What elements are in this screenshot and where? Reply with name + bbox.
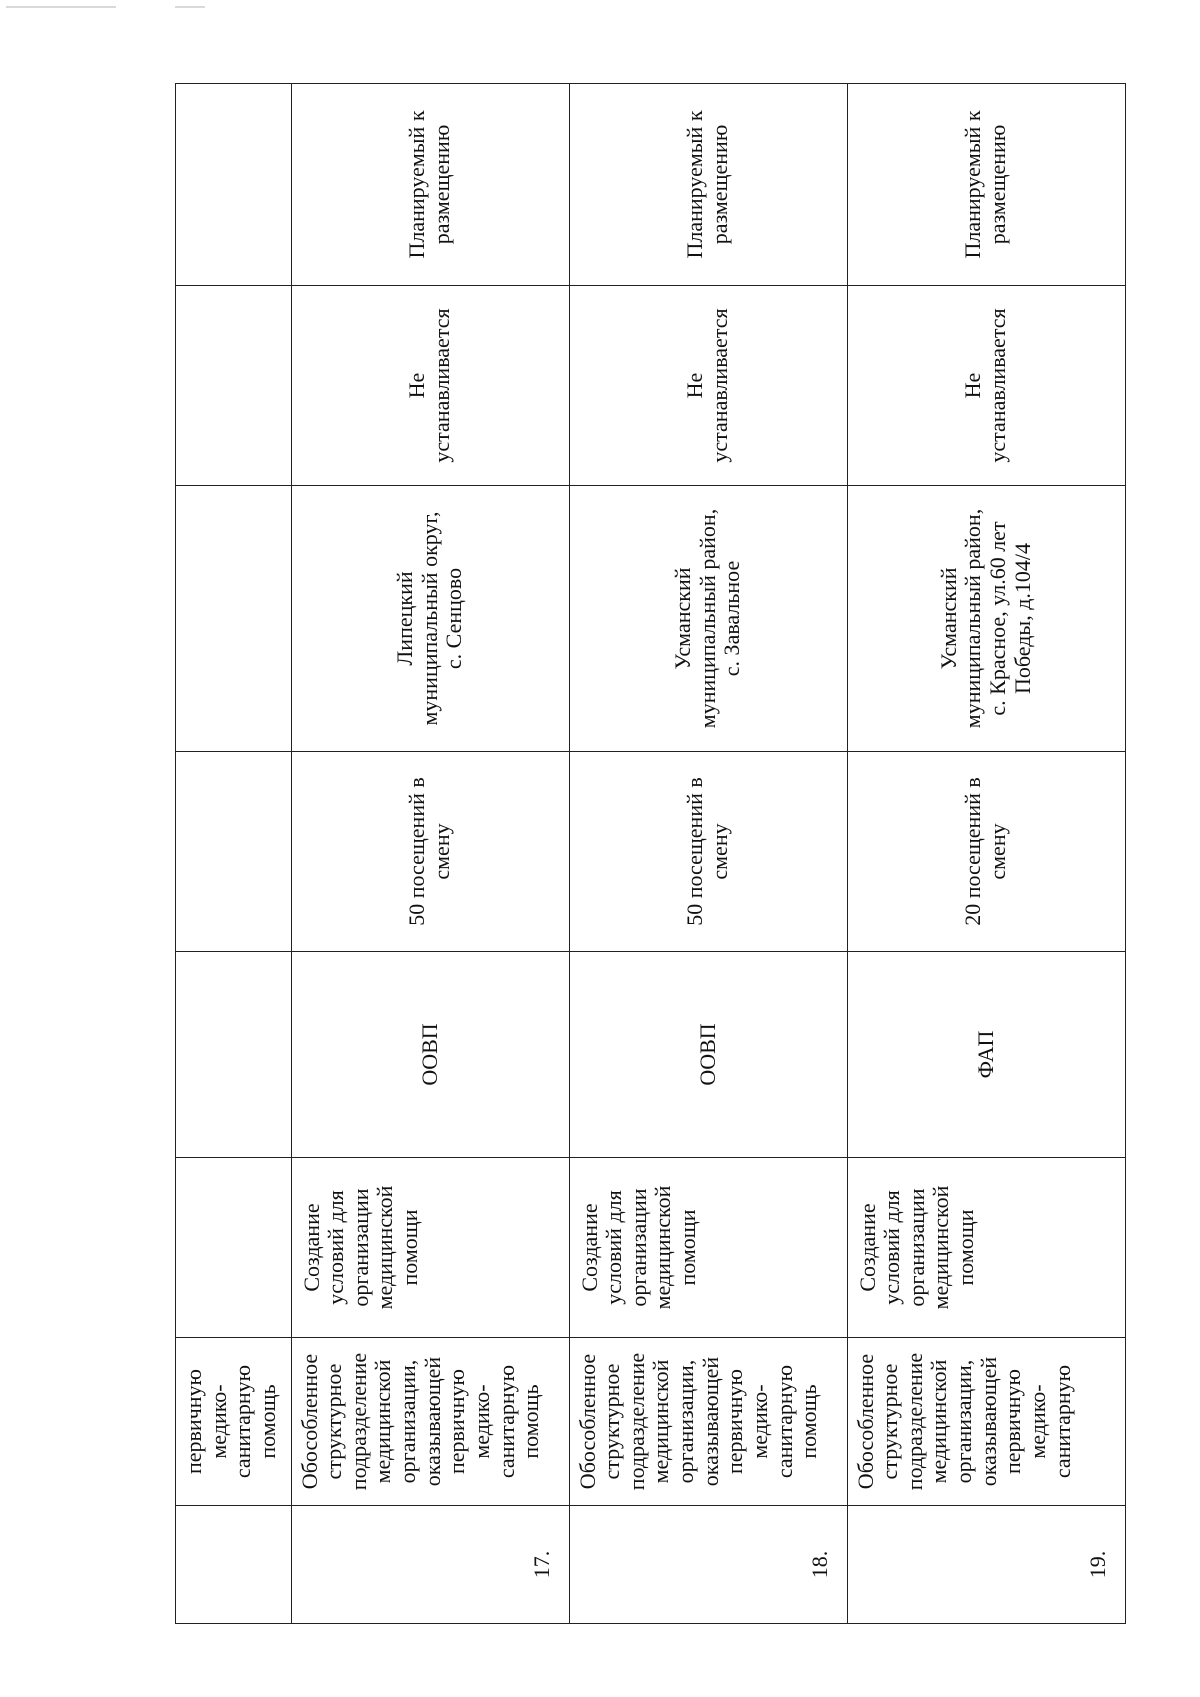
- cell-location: Усманский муниципальный район, с. Завальное: [569, 486, 847, 752]
- row-number: 19.: [847, 1506, 1125, 1624]
- cell-purpose: Создание условий для организации медицинской помощи: [847, 1158, 1125, 1338]
- cell-location: Усманский муниципальный район, с. Красное, ул.60 лет Победы, д.104/4: [847, 486, 1125, 752]
- cell-name: первичную медико- санитарную помощь: [176, 1338, 292, 1506]
- cell-number: [176, 1506, 292, 1624]
- cell-zone: Не устанавливается: [291, 286, 569, 486]
- table-row: [569, 84, 847, 1624]
- cell-name: Обособленное структурное подразделение медицинской организации, оказывающей первичную медико- санитарную: [847, 1338, 1125, 1506]
- cell-type: ООВП: [569, 952, 847, 1158]
- scan-artifact: [6, 6, 116, 8]
- cell-capacity: 20 посещений в смену: [847, 752, 1125, 952]
- cell-purpose: Создание условий для организации медицинской помощи: [569, 1158, 847, 1338]
- row-number: 18.: [569, 1506, 847, 1624]
- cell-name: Обособленное структурное подразделение медицинской организации, оказывающей первичную медико- санитарную помощь: [291, 1338, 569, 1506]
- cell-zone: Не устанавливается: [569, 286, 847, 486]
- table-row: [847, 84, 1125, 1624]
- cell-purpose: Создание условий для организации медицинской помощи: [291, 1158, 569, 1338]
- cell-type: ООВП: [291, 952, 569, 1158]
- scan-artifact: [175, 6, 205, 8]
- cell-status: Планируемый к размещению: [569, 84, 847, 286]
- cell-status: Планируемый к размещению: [847, 84, 1125, 286]
- cell-capacity: 50 посещений в смену: [291, 752, 569, 952]
- cell-status: [176, 84, 292, 286]
- cell-zone: [176, 286, 292, 486]
- facilities-table: [175, 83, 1126, 1624]
- continuation-row: [176, 84, 292, 1624]
- table-row: [291, 84, 569, 1624]
- cell-type: [176, 952, 292, 1158]
- cell-name: Обособленное структурное подразделение медицинской организации, оказывающей первичную медико- санитарную помощь: [569, 1338, 847, 1506]
- cell-capacity: [176, 752, 292, 952]
- cell-location: Липецкий муниципальный округ, с. Сенцово: [291, 486, 569, 752]
- cell-zone: Не устанавливается: [847, 286, 1125, 486]
- rotated-table-container: [175, 84, 1120, 1624]
- cell-purpose: [176, 1158, 292, 1338]
- cell-location: [176, 486, 292, 752]
- cell-type: ФАП: [847, 952, 1125, 1158]
- row-number: 17.: [291, 1506, 569, 1624]
- cell-capacity: 50 посещений в смену: [569, 752, 847, 952]
- cell-status: Планируемый к размещению: [291, 84, 569, 286]
